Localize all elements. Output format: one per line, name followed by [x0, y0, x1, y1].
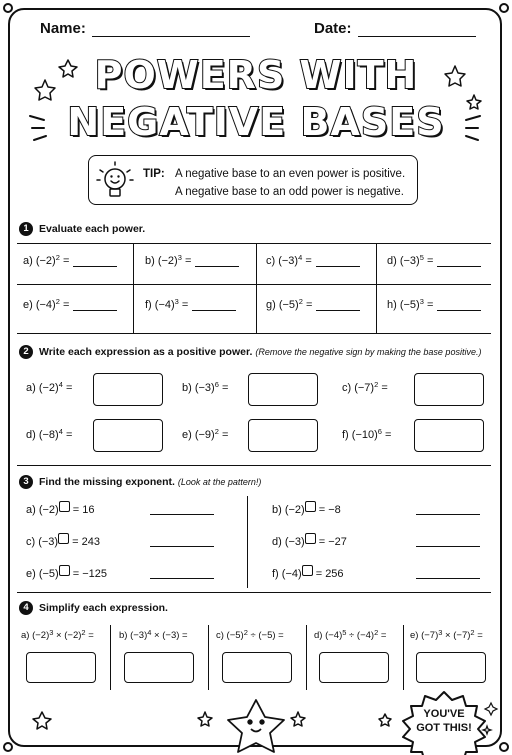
star-icon: [467, 95, 481, 109]
s3-item-c: c) (−3) = 243: [26, 536, 100, 548]
badge-line-1: YOU'VE: [423, 708, 465, 720]
divider: [110, 625, 111, 690]
answer-blank[interactable]: [316, 256, 360, 267]
date-label: Date:: [314, 20, 352, 37]
divider: [17, 592, 491, 593]
tip-line-2: A negative base to an odd power is negative.: [175, 186, 404, 198]
section-4-heading: Simplify each expression.: [39, 602, 168, 614]
s1-item-a: a) $(-2)^2$ =: [23, 255, 117, 267]
star-icon: [198, 712, 212, 726]
s4-item-a: a) $(-2)^3 \times (-2)^2$ =: [21, 628, 94, 641]
answer-blank[interactable]: [192, 300, 236, 311]
answer-box[interactable]: [319, 652, 389, 683]
answer-box[interactable]: [248, 419, 318, 452]
answer-box[interactable]: [414, 373, 484, 406]
exponent-box[interactable]: [58, 533, 69, 544]
s2-item-b: b) $(-3)^6$ =: [182, 380, 229, 394]
exponent-box[interactable]: [302, 565, 313, 576]
s3-answer-e[interactable]: [150, 568, 214, 582]
s3-answer-c[interactable]: [150, 536, 214, 550]
divider: [133, 243, 134, 333]
s1-item-f: f) $(-4)^3$ =: [145, 299, 236, 311]
section-2-heading: Write each expression as a positive power. (Remove the negative sign by making the base positive.): [39, 346, 482, 358]
star-icon: [33, 712, 51, 729]
answer-blank[interactable]: [437, 256, 481, 267]
s4-item-b: b) $(-3)^4 \times (-3)$ =: [119, 628, 188, 641]
name-label: Name:: [40, 20, 86, 37]
divider: [17, 333, 491, 334]
badge-text: [396, 707, 492, 735]
divider: [403, 625, 404, 690]
divider: [17, 465, 491, 466]
answer-box[interactable]: [222, 652, 292, 683]
answer-blank[interactable]: [316, 300, 360, 311]
s3-answer-b[interactable]: [416, 504, 480, 518]
exponent-box[interactable]: [59, 501, 70, 512]
s2-item-c: c) $(-7)^2$ =: [342, 380, 388, 394]
section-1-heading: Evaluate each power.: [39, 223, 146, 235]
divider: [256, 243, 257, 333]
exponent-box[interactable]: [305, 533, 316, 544]
s1-item-g: g) $(-5)^2$ =: [266, 299, 360, 311]
section-2-number: 2: [19, 345, 33, 359]
tip-line-1: A negative base to an even power is positive.: [175, 168, 406, 180]
badge-line-2: GOT THIS!: [416, 722, 472, 734]
divider: [306, 625, 307, 690]
answer-box[interactable]: [124, 652, 194, 683]
s1-item-c: c) $(-3)^4$ =: [266, 255, 360, 267]
star-mascot-icon: [228, 700, 284, 752]
s4-item-c: c) $(-5)^2 \div (-5)$ =: [216, 628, 284, 641]
divider: [376, 243, 377, 333]
lightbulb-icon: [95, 159, 135, 203]
divider: [17, 284, 491, 285]
section-3-number: 3: [19, 475, 33, 489]
answer-blank[interactable]: [195, 256, 239, 267]
star-icon: [379, 714, 391, 726]
s3-item-f: f) (−4) = 256: [272, 568, 344, 580]
answer-box[interactable]: [93, 419, 163, 452]
exponent-box[interactable]: [59, 565, 70, 576]
s3-item-d: d) (−3) = −27: [272, 536, 347, 548]
title-line-2: NEGATIVE BASES: [67, 100, 445, 144]
divider: [247, 496, 248, 588]
s3-answer-a[interactable]: [150, 504, 214, 518]
s2-item-f: f) $(-10)^6$ =: [342, 427, 392, 441]
tip-label: TIP:: [143, 168, 165, 180]
s2-item-e: e) $(-9)^2$ =: [182, 427, 229, 441]
answer-blank[interactable]: [73, 300, 117, 311]
section-3-note: (Look at the pattern!): [177, 477, 262, 487]
answer-blank[interactable]: [437, 300, 481, 311]
s4-item-e: e) $(-7)^3 \times (-7)^2$ =: [410, 628, 483, 641]
exponent-box[interactable]: [305, 501, 316, 512]
s1-item-d: d) $(-3)^5$ =: [387, 255, 481, 267]
s3-answer-f[interactable]: [416, 568, 480, 582]
answer-box[interactable]: [248, 373, 318, 406]
section-1-number: 1: [19, 222, 33, 236]
s2-item-d: d) $(-8)^4$ =: [26, 427, 73, 441]
star-icon: [445, 66, 465, 86]
answer-box[interactable]: [416, 652, 486, 683]
s4-item-d: d) $(-4)^5 \div (-4)^2$ =: [314, 628, 387, 641]
star-icon: [59, 60, 77, 77]
s3-answer-d[interactable]: [416, 536, 480, 550]
title-line-1: POWERS WITH: [94, 53, 418, 97]
star-icon: [35, 80, 55, 100]
star-icon: [291, 712, 305, 726]
s1-item-b: b) $(-2)^3$ =: [145, 255, 239, 267]
s3-item-b: b) (−2) = −8: [272, 504, 341, 516]
s3-item-a: a) (−2) = 16: [26, 504, 95, 516]
answer-box[interactable]: [93, 373, 163, 406]
divider: [208, 625, 209, 690]
s1-item-h: h) $(-5)^3$ =: [387, 299, 481, 311]
answer-box[interactable]: [26, 652, 96, 683]
section-3-heading: Find the missing exponent. (Look at the pattern!): [39, 476, 262, 488]
section-2-note: (Remove the negative sign by making the base positive.): [255, 347, 482, 357]
answer-box[interactable]: [414, 419, 484, 452]
s3-item-e: e) (−5) = −125: [26, 568, 107, 580]
s2-item-a: a) $(-2)^4$ =: [26, 380, 73, 394]
s1-item-e: e) $(-4)^2$ =: [23, 299, 117, 311]
tip-box: [88, 155, 418, 205]
answer-blank[interactable]: [73, 256, 117, 267]
divider: [17, 243, 491, 244]
section-4-number: 4: [19, 601, 33, 615]
